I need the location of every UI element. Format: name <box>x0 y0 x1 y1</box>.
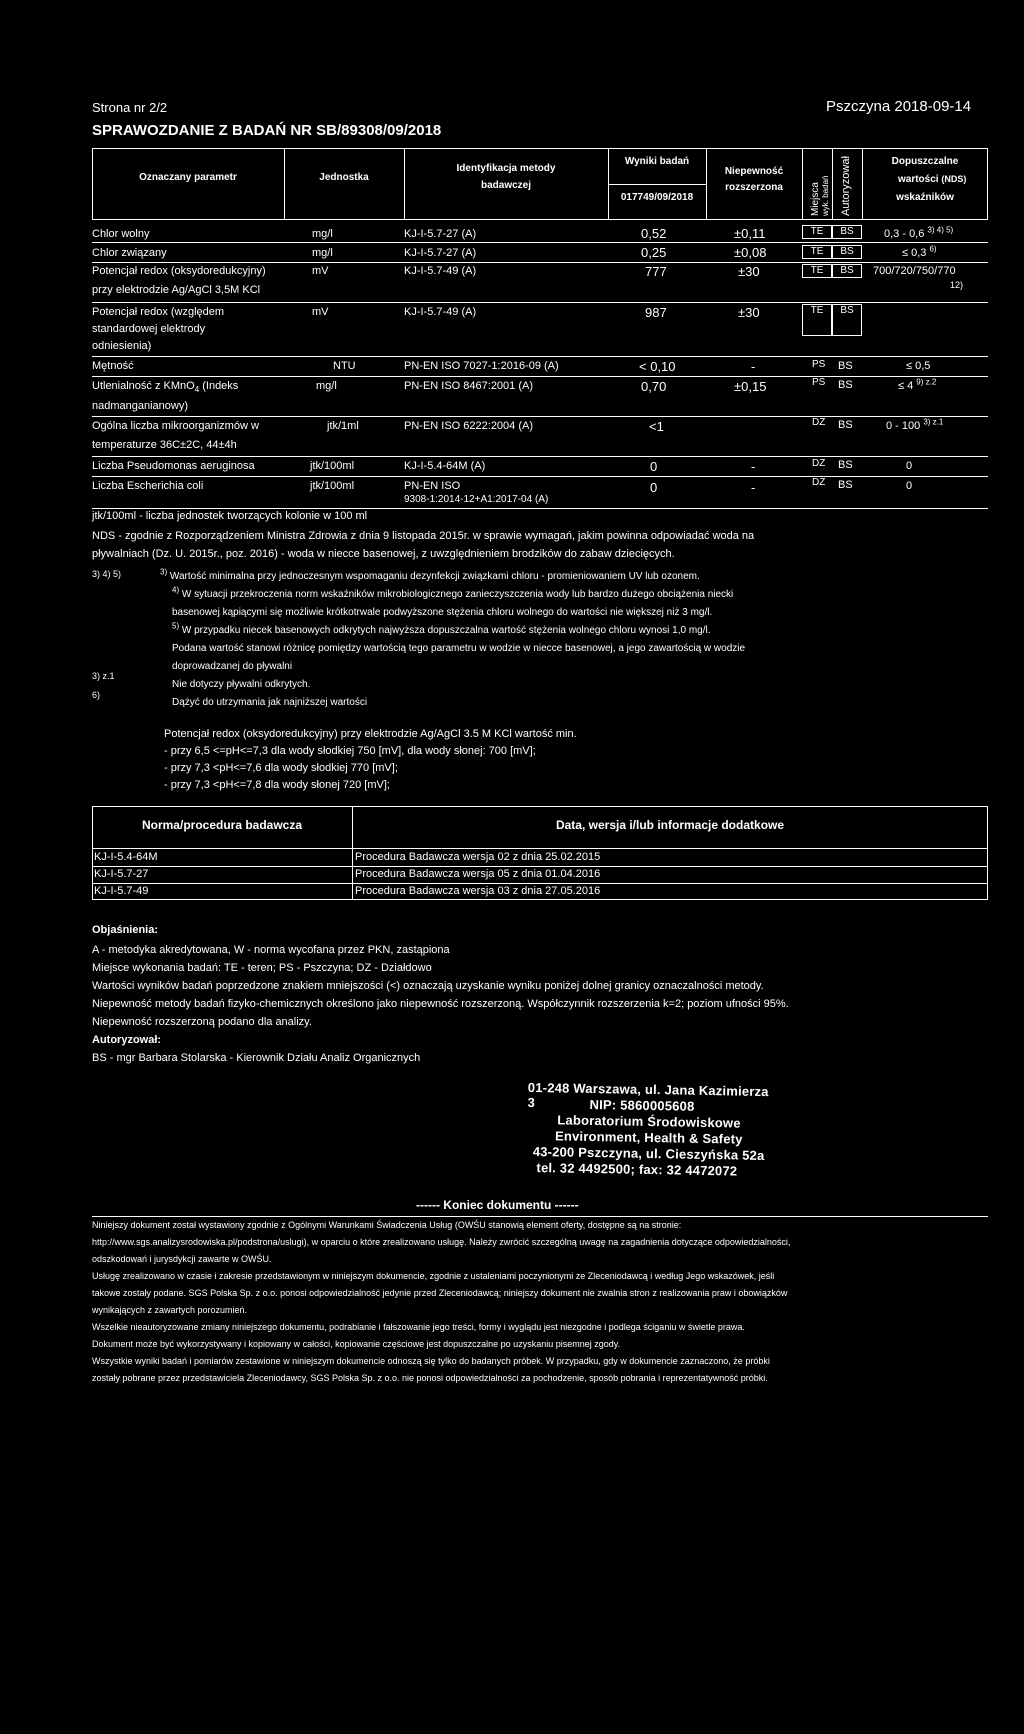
row-9-result: 0 <box>650 480 658 495</box>
disclaimer-4: Usługę zrealizowano w czasie i zakresie przedstawionym w niniejszym dokumencie, zgodnie z ustaleniami poczynionymi ze Zleceniodawcą i według Jego wskazówek, jeśli <box>92 1271 775 1281</box>
row-9-auth: BS <box>838 479 853 491</box>
notes-marker-3: 6) <box>92 690 101 700</box>
norm-row-1-a: KJ-I-5.4-64M <box>94 851 158 863</box>
redox-line-4: - przy 7,3 <pH<=7,8 dla wody słonej 720 [mV]; <box>164 779 390 791</box>
norm-row-1-b: Procedura Badawcza wersja 02 z dnia 25.02.2015 <box>355 851 601 863</box>
row-4-uncertainty: ±30 <box>738 305 760 320</box>
explanation-3: Wartości wyników badań poprzedzone znakiem mniejszości (<) oznaczają uzyskanie wyniku poniżej dolnej granicy oznaczalności metody. <box>92 980 764 992</box>
disclaimer-1: Niniejszy dokument został wystawiony zgodnie z Ogólnymi Warunkami Świadczenia Usług (OWŚU stanowią element oferty, dostępne są na stronie: <box>92 1220 682 1230</box>
row-8-allowed: 0 <box>906 460 913 472</box>
row-3-allowed: 700/720/750/770 <box>873 265 956 277</box>
row-6-place: PS <box>812 377 826 388</box>
row-1-uncertainty: ±0,11 <box>734 226 766 241</box>
row-6-result: 0,70 <box>641 379 667 394</box>
note-1: $^{3)}$ Wartość minimalna przy jednoczesnym wspomaganiu dezynfekcji związkami chloru - promieniowaniem UV lub ozonem. <box>160 567 700 582</box>
row-8-unit: jtk/100ml <box>310 460 355 472</box>
row-3-method: KJ-I-5.7-49 (A) <box>404 265 477 277</box>
nds-line-1: NDS - zgodnie z Rozporządzeniem Ministra Zdrowia z dnia 9 listopada 2015r. w sprawie wymagań, jakim powinna odpowiadać woda na <box>92 530 755 542</box>
company-stamp: 01-248 Warszawa, ul. Jana Kazimierza 3 NIP: 5860005608 Laboratorium Środowiskowe Environment, Health & Safety 43-200 Pszczyna, ul. Cieszyńska 52a tel. 32 4492500; fax: 32 4472072 <box>527 1079 769 1179</box>
row-8-uncertainty: - <box>751 459 756 474</box>
row-6-method: PN-EN ISO 8467:2001 (A) <box>404 380 534 392</box>
row-5-result: < 0,10 <box>639 359 676 374</box>
hdr-sample: 017749/09/2018 <box>620 192 694 203</box>
row-3-result: 777 <box>645 264 667 279</box>
row-2-result: 0,25 <box>641 245 667 260</box>
row-1-result: 0,52 <box>641 226 667 241</box>
disclaimer-10: zostały pobrane przez przedstawiciela Zleceniodawcy, SGS Polska Sp. z o.o. nie ponosi odpowiedzialności za pochodzenie, sposób pobrania i reprezentatywność próbki. <box>92 1373 768 1383</box>
hdr-uncertainty-2: rozszerzona <box>725 182 783 193</box>
hdr-param: Oznaczany parametr <box>139 172 237 183</box>
row-5-auth: BS <box>838 360 853 372</box>
row-3-auth: BS <box>832 264 862 278</box>
disclaimer-2: http://www.sgs.analizysrodowiska.pl/podstrona/uslugi), w oparciu o które zrealizowano usługę. Należy zwrócić szczególną uwagę na zagadnienia dotyczące odpowiedzialności, <box>92 1237 791 1247</box>
row-8-param: Liczba Pseudomonas aeruginosa <box>92 460 255 472</box>
hdr-place-2: wyk. badań <box>821 175 830 216</box>
row-5-uncertainty: - <box>751 359 756 374</box>
row-3-place: TE <box>802 264 832 278</box>
row-3-param: Potencjał redox (oksydoredukcyjny) <box>92 265 266 277</box>
row-7-method: PN-EN ISO 6222:2004 (A) <box>404 420 534 432</box>
hdr-method-2: badawczej <box>480 180 532 191</box>
authorized-person: BS - mgr Barbara Stolarska - Kierownik Działu Analiz Organicznych <box>92 1052 421 1064</box>
row-6-param: Utlenialność z KMnO$_4$ (Indeks <box>92 380 239 395</box>
norm-row-2-a: KJ-I-5.7-27 <box>94 868 149 880</box>
explanation-1: A - metodyka akredytowana, W - norma wycofana przez PKN, zastąpiona <box>92 944 450 956</box>
row-5-allowed: ≤ 0,5 <box>906 360 931 372</box>
row-3-allowed-sup: 12) <box>950 280 964 290</box>
norm-row-3-b: Procedura Badawcza wersja 03 z dnia 27.05.2016 <box>355 885 601 897</box>
row-9-param: Liczba Escherichia coli <box>92 480 204 492</box>
page-number: Strona nr 2/2 <box>92 100 168 115</box>
hdr-authorized: Autoryzował <box>840 156 852 216</box>
row-9-unit: jtk/100ml <box>310 480 355 492</box>
row-7-unit: jtk/1ml <box>327 420 359 432</box>
notes-marker-1: 3) 4) 5) <box>92 569 122 579</box>
row-3-param-2: przy elektrodzie Ag/AgCl 3,5M KCl <box>92 284 261 296</box>
hdr-allowed-2: wartości (NDS) <box>898 174 967 185</box>
row-7-allowed: 0 - 100 $^{3) z.1}$ <box>886 417 944 432</box>
row-7-param-2: temperaturze 36C±2C, 44±4h <box>92 439 237 451</box>
hdr-results: Wyniki badań <box>624 156 690 167</box>
row-7-auth: BS <box>838 419 853 431</box>
hdr-place-1: Miejsca <box>810 182 821 216</box>
hdr-uncertainty-1: Niepewność <box>724 166 784 177</box>
note-5: Nie dotyczy pływalni odkrytych. <box>172 679 311 690</box>
row-8-auth: BS <box>838 459 853 471</box>
row-1-method: KJ-I-5.7-27 (A) <box>404 228 477 240</box>
row-9-method: PN-EN ISO <box>404 480 461 492</box>
row-4-param-3: odniesienia) <box>92 340 152 352</box>
nds-line-2: pływalniach (Dz. U. 2015r., poz. 2016) - woda w niecce basenowej, z uwzględnieniem brodzików do zabaw dziecięcych. <box>92 548 675 560</box>
row-2-uncertainty: ±0,08 <box>734 245 767 260</box>
disclaimer-5: takowe zostały podane. SGS Polska Sp. z o.o. ponosi odpowiedzialność jedynie przed Zleceniodawcą; niniejszy dokument nie zwalnia stron z realizowania praw i obowiązków <box>92 1288 788 1298</box>
row-4-param-2: standardowej elektrody <box>92 323 206 335</box>
disclaimer-6: wynikających z zawartych porozumień. <box>92 1305 248 1315</box>
row-6-uncertainty: ±0,15 <box>734 379 767 394</box>
note-4b: doprowadzanej do pływalni <box>172 661 293 672</box>
row-1-unit: mg/l <box>312 228 333 240</box>
row-2-place: TE <box>802 245 832 259</box>
explanations-title: Objaśnienia: <box>92 924 159 936</box>
row-3-uncertainty: ±30 <box>738 264 760 279</box>
row-2-unit: mg/l <box>312 247 333 259</box>
norm-table-header-1: Norma/procedura badawcza <box>141 818 303 832</box>
row-5-param: Mętność <box>92 360 134 372</box>
row-5-method: PN-EN ISO 7027-1:2016-09 (A) <box>404 360 559 372</box>
row-8-method: KJ-I-5.4-64M (A) <box>404 460 486 472</box>
row-9-method-2: 9308-1:2014-12+A1:2017-04 (A) <box>404 494 549 505</box>
row-9-allowed: 0 <box>906 480 913 492</box>
row-6-allowed: ≤ 4 $^{9) z.2}$ <box>898 377 937 392</box>
hdr-method-1: Identyfikacja metody <box>456 163 556 174</box>
note-6: Dążyć do utrzymania jak najniższej wartości <box>172 697 368 708</box>
note-2b: basenowej kąpiącymi się możliwie krótkotrwale podwyższone stężenia chloru wolnego do wartości nie większej niż 3 mg/l. <box>172 607 713 618</box>
row-4-method: KJ-I-5.7-49 (A) <box>404 306 477 318</box>
place-date: Pszczyna 2018-09-14 <box>826 98 972 115</box>
redox-line-3: - przy 7,3 <pH<=7,6 dla wody słodkiej 770 [mV]; <box>164 762 398 774</box>
note-2a: $^{4)}$ W sytuacji przekroczenia norm wskaźników mikrobiologicznego zanieczyszczenia wody lub bardzo dużego obciążenia niecki <box>172 585 734 600</box>
row-6-auth: BS <box>838 379 853 391</box>
row-8-result: 0 <box>650 459 658 474</box>
norm-row-3-a: KJ-I-5.7-49 <box>94 885 149 897</box>
disclaimer-3: odszkodowań i jurysdykcji zawarte w OWŚU. <box>92 1254 272 1264</box>
redox-line-2: - przy 6,5 <=pH<=7,3 dla wody słodkiej 750 [mV], dla wody słonej: 700 [mV]; <box>164 745 536 757</box>
hdr-unit: Jednostka <box>319 172 369 183</box>
note-4a: Podana wartość stanowi różnicę pomiędzy wartością tego parametru w wodzie w niecce basenowej, a jego zawartością w wodzie <box>172 643 746 654</box>
hdr-allowed-1: Dopuszczalne <box>891 156 959 167</box>
row-7-param: Ogólna liczba mikroorganizmów w <box>92 420 259 432</box>
row-7-result: <1 <box>649 419 664 434</box>
row-1-param: Chlor wolny <box>92 228 150 240</box>
row-6-param-2: nadmanganianowy) <box>92 400 189 412</box>
row-2-param: Chlor związany <box>92 247 167 259</box>
row-4-result: 987 <box>645 305 667 320</box>
explanation-4: Niepewność metody badań fizyko-chemicznych określono jako niepewność rozszerzoną. Współczynnik rozszerzenia k=2; poziom ufności 95%. <box>92 998 789 1010</box>
end-of-document: ------ Koniec dokumentu ------ <box>416 1198 579 1212</box>
row-5-unit: NTU <box>333 360 356 372</box>
row-3-unit: mV <box>312 265 329 277</box>
row-4-place: TE <box>802 304 832 336</box>
row-5-place: PS <box>812 359 826 370</box>
row-6-unit: mg/l <box>316 380 337 392</box>
row-2-auth: BS <box>832 245 862 259</box>
redox-line-1: Potencjał redox (oksydoredukcyjny) przy elektrodzie Ag/AgCl 3.5 M KCl wartość min. <box>164 728 577 740</box>
hdr-allowed-3: wskaźników <box>896 192 954 203</box>
row-1-allowed: 0,3 - 0,6 $^{3) 4) 5)}$ <box>884 225 954 240</box>
row-9-place: DZ <box>812 477 826 488</box>
row-1-auth: BS <box>832 225 862 239</box>
disclaimer-9: Wszystkie wyniki badań i pomiarów zestawione w niniejszym dokumencie odnoszą się tylko do badanych próbek. W przypadku, gdy w dokumencie zaznaczono, że próbki <box>92 1356 770 1366</box>
row-4-unit: mV <box>312 306 329 318</box>
row-1-place: TE <box>802 225 832 239</box>
row-2-allowed: ≤ 0,3 $^{6)}$ <box>902 244 937 259</box>
row-4-auth: BS <box>832 304 862 336</box>
norm-row-2-b: Procedura Badawcza wersja 05 z dnia 01.04.2016 <box>355 868 601 880</box>
norm-table-header-2: Data, wersja i/lub informacje dodatkowe <box>555 818 785 832</box>
row-8-place: DZ <box>812 458 826 469</box>
authorized-title: Autoryzował: <box>92 1034 162 1046</box>
row-2-method: KJ-I-5.7-27 (A) <box>404 247 477 259</box>
row-9-uncertainty: - <box>751 480 756 495</box>
explanation-2: Miejsce wykonania badań: TE - teren; PS - Pszczyna; DZ - Działdowo <box>92 962 432 974</box>
disclaimer-8: Dokument może być wykorzystywany i kopiowany w całości, kopiowanie częściowe jest dopuszczalne po uzyskaniu pisemnej zgody. <box>92 1339 621 1349</box>
report-title: SPRAWOZDANIE Z BADAŃ NR SB/89308/09/2018 <box>92 122 442 139</box>
row-4-param: Potencjał redox (względem <box>92 306 225 318</box>
notes-marker-2: 3) z.1 <box>92 671 115 681</box>
note-3: $^{5)}$ W przypadku niecek basenowych odkrytych najwyższa dopuszczalna wartość stężenia wolnego chloru wynosi 1,0 mg/l. <box>172 621 711 636</box>
disclaimer-7: Wszelkie nieautoryzowane zmiany niniejszego dokumentu, podrabianie i fałszowanie jego treści, formy i wyglądu jest niezgodne i podlega ściganiu w świetle prawa. <box>92 1322 745 1332</box>
table-footnote: jtk/100ml - liczba jednostek tworzących kolonie w 100 ml <box>92 510 368 522</box>
explanation-5: Niepewność rozszerzoną podano dla analizy. <box>92 1016 312 1028</box>
row-7-place: DZ <box>812 417 826 428</box>
